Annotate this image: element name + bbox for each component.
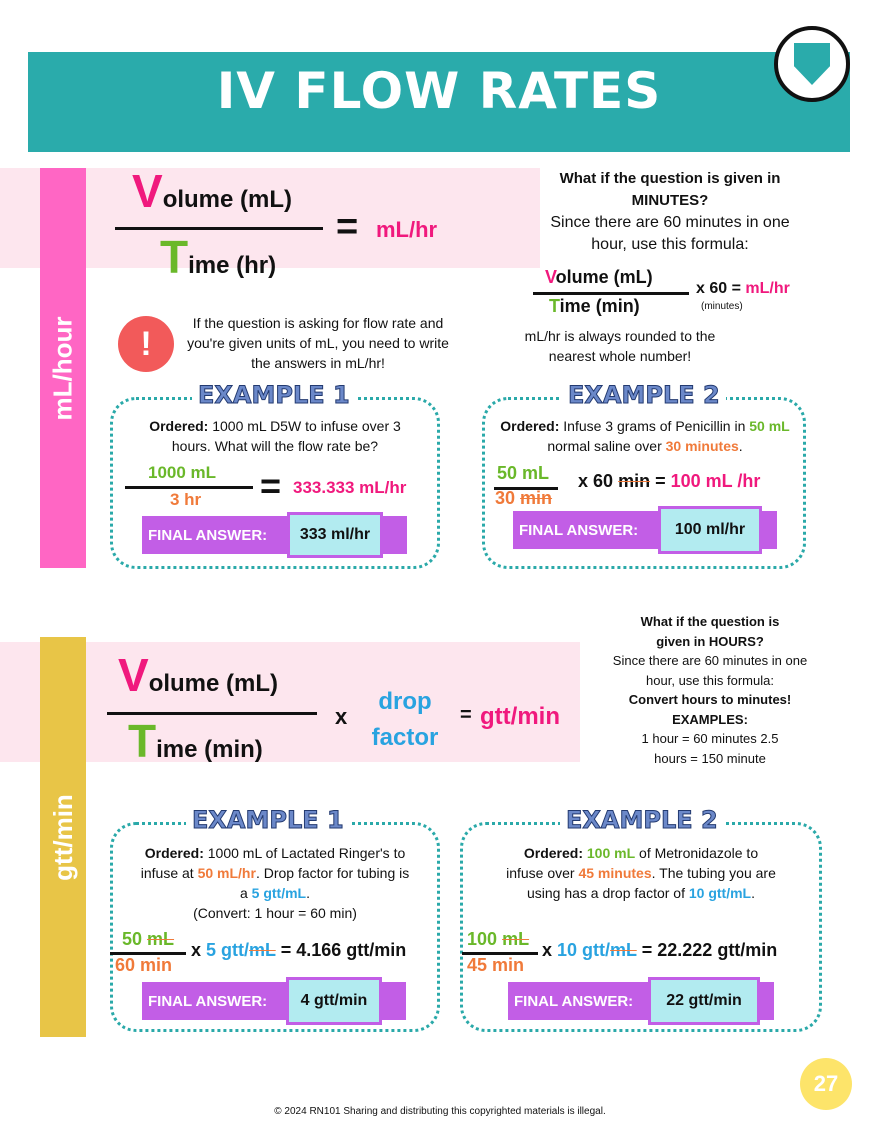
example-label: EXAMPLE 2 bbox=[562, 381, 726, 409]
fraction-line bbox=[115, 227, 323, 230]
final-answer-label: FINAL ANSWER: bbox=[148, 526, 268, 544]
calc-line bbox=[191, 940, 406, 961]
num-value: 100 bbox=[467, 929, 498, 949]
footer-copyright: © 2024 RN101 Sharing and distributing this copyrighted materials is illegal. bbox=[274, 1106, 606, 1117]
mult-text: x 60 bbox=[578, 471, 614, 491]
example-label: EXAMPLE 1 bbox=[186, 806, 350, 834]
hours-panel bbox=[610, 612, 810, 768]
page-number: 27 bbox=[800, 1058, 852, 1110]
drop-factor-highlight: 10 gtt/mL bbox=[688, 885, 752, 901]
ordered-text bbox=[140, 843, 410, 923]
shield-icon bbox=[794, 43, 830, 85]
times-sign: x bbox=[191, 940, 202, 960]
ordered-text bbox=[130, 416, 420, 456]
convert-note: (Convert: 1 hour = 60 min) bbox=[193, 905, 357, 921]
equals-sign: = bbox=[260, 465, 282, 506]
example-label: EXAMPLE 1 bbox=[192, 381, 356, 409]
volume-highlight: 100 mL bbox=[586, 845, 636, 861]
den-unit: min bbox=[520, 488, 553, 508]
ordered-body-2: . Drop factor for tubing is a bbox=[239, 865, 410, 901]
drop-text: drop bbox=[378, 688, 432, 715]
drop-factor bbox=[360, 684, 450, 756]
min-formula-mult bbox=[696, 280, 790, 298]
time-text: ime (min) bbox=[156, 736, 263, 763]
ordered-label: Ordered: bbox=[149, 418, 209, 434]
t-letter: T bbox=[160, 231, 189, 283]
mult-text: x 60 = bbox=[696, 280, 741, 297]
period: . bbox=[751, 885, 755, 901]
ordered-body: Infuse 3 grams of Penicillin in bbox=[563, 418, 746, 434]
note-text: If the question is asking for flow rate and you're given units of mL, you need to write the answers in mL/hr! bbox=[187, 315, 449, 371]
final-answer-label: FINAL ANSWER: bbox=[519, 521, 639, 539]
t-letter: T bbox=[549, 296, 560, 316]
times-sign: x bbox=[335, 704, 348, 729]
time-highlight: 30 minutes bbox=[665, 438, 739, 454]
mult-unit: min bbox=[618, 471, 651, 491]
minutes-text: Since there are 60 minutes in one hour, use this formula: bbox=[550, 214, 790, 253]
ordered-text bbox=[495, 416, 795, 456]
equals-sign: = bbox=[655, 471, 666, 491]
brush-background bbox=[0, 642, 580, 762]
df-unit: mL bbox=[610, 940, 637, 960]
result-text: mL/hr bbox=[745, 280, 790, 297]
examples-text: 1 hour = 60 minutes 2.5 hours = 150 minute bbox=[641, 731, 779, 766]
num-value: 50 bbox=[497, 463, 518, 483]
period: . bbox=[306, 885, 311, 901]
final-answer-value: 4 gtt/min bbox=[286, 977, 382, 1025]
calc-result: 100 mL /hr bbox=[670, 471, 761, 491]
volume-text: olume (mL) bbox=[162, 186, 293, 213]
times-sign: x bbox=[542, 940, 553, 960]
examples-label: EXAMPLES: bbox=[672, 711, 748, 727]
df-value: 5 gtt/ bbox=[206, 940, 250, 960]
ordered-text bbox=[505, 843, 777, 903]
hours-question-2: given in HOURS? bbox=[656, 633, 764, 649]
num-unit: mL bbox=[522, 463, 550, 483]
min-formula-time bbox=[549, 296, 640, 317]
minutes-question-2: MINUTES? bbox=[631, 192, 709, 209]
time-text: ime (min) bbox=[559, 296, 640, 316]
df-value: 10 gtt/ bbox=[557, 940, 611, 960]
num-unit: mL bbox=[147, 929, 175, 949]
ordered-body: 1000 mL of Lactated Ringer's to infuse at bbox=[140, 845, 406, 881]
df-unit: mL bbox=[249, 940, 276, 960]
ordered-body: of Metronidazole to infuse over bbox=[506, 845, 759, 881]
denominator: 3 hr bbox=[170, 490, 202, 509]
minutes-question: What if the question is given in bbox=[559, 170, 781, 187]
example-label: EXAMPLE 2 bbox=[560, 806, 724, 834]
time-highlight: 45 minutes bbox=[578, 865, 652, 881]
denominator: 60 min bbox=[115, 955, 173, 975]
section-label-text: gtt/min bbox=[47, 793, 78, 881]
section-label-ml-hour bbox=[40, 168, 86, 568]
hours-question: What if the question is bbox=[640, 614, 780, 629]
formula-result: gtt/min bbox=[480, 703, 560, 730]
calc-result: = 4.166 gtt/min bbox=[280, 940, 407, 960]
min-formula-volume bbox=[545, 267, 653, 288]
drop-factor-highlight: 5 gtt/mL bbox=[251, 885, 307, 901]
denominator: 45 min bbox=[467, 955, 525, 975]
final-answer-value: 22 gtt/min bbox=[648, 977, 760, 1025]
formula-time bbox=[160, 231, 277, 283]
denominator bbox=[495, 488, 552, 509]
numerator bbox=[497, 463, 549, 484]
v-letter: V bbox=[132, 165, 163, 217]
final-answer-label: FINAL ANSWER: bbox=[148, 992, 268, 1010]
ordered-label: Ordered: bbox=[144, 845, 204, 861]
convert-note: Convert hours to minutes! bbox=[628, 692, 792, 707]
final-answer-label: FINAL ANSWER: bbox=[514, 992, 634, 1010]
formula-result: mL/hr bbox=[376, 217, 438, 242]
numerator: 1000 mL bbox=[148, 463, 217, 482]
equals-sign: = bbox=[336, 206, 359, 248]
final-answer-value: 333 ml/hr bbox=[287, 512, 383, 558]
num-value: 50 bbox=[122, 929, 143, 949]
calc-line bbox=[542, 940, 777, 961]
t-letter: T bbox=[128, 715, 157, 767]
formula-time bbox=[128, 715, 263, 767]
rate-highlight: 50 mL/hr bbox=[197, 865, 256, 881]
ordered-body: 1000 mL D5W to infuse over 3 hours. What will the flow rate be? bbox=[171, 418, 401, 454]
equals-sign: = bbox=[460, 704, 472, 726]
v-letter: V bbox=[118, 649, 149, 701]
num-unit: mL bbox=[502, 929, 530, 949]
hours-text: Since there are 60 minutes in one hour, use this formula: bbox=[612, 653, 808, 688]
v-letter: V bbox=[545, 267, 556, 287]
minutes-sub: (minutes) bbox=[701, 301, 743, 312]
page-title: IV FLOW RATES bbox=[216, 62, 662, 120]
formula-volume bbox=[118, 649, 279, 701]
final-answer-value: 100 ml/hr bbox=[658, 506, 762, 554]
calc-result: = 22.222 gtt/min bbox=[641, 940, 778, 960]
time-text: ime (hr) bbox=[188, 252, 277, 279]
ordered-label: Ordered: bbox=[523, 845, 583, 861]
logo bbox=[774, 26, 850, 102]
fraction-line bbox=[125, 486, 253, 489]
ordered-label: Ordered: bbox=[500, 418, 560, 434]
den-value: 30 bbox=[495, 488, 516, 508]
formula-volume bbox=[132, 165, 293, 217]
calc-result: 333.333 mL/hr bbox=[293, 478, 407, 497]
volume-text: olume (mL) bbox=[148, 670, 279, 697]
volume-text: olume (mL) bbox=[555, 267, 653, 287]
alert-icon: ! bbox=[118, 316, 174, 372]
fraction-line bbox=[533, 292, 689, 295]
numerator bbox=[122, 929, 174, 950]
factor-text: factor bbox=[371, 724, 439, 751]
section-label-text: mL/hour bbox=[47, 316, 78, 420]
numerator bbox=[467, 929, 529, 950]
minutes-panel bbox=[530, 168, 810, 256]
ordered-body-2: . The tubing you are using has a drop factor of bbox=[526, 865, 776, 901]
section-label-gtt-min bbox=[40, 637, 86, 1037]
volume-highlight: 50 mL bbox=[749, 418, 790, 434]
ordered-body-2: normal saline over bbox=[547, 438, 662, 454]
rounding-note: mL/hr is always rounded to the nearest whole number! bbox=[524, 328, 716, 364]
calc-line bbox=[578, 471, 760, 492]
period: . bbox=[738, 438, 743, 454]
